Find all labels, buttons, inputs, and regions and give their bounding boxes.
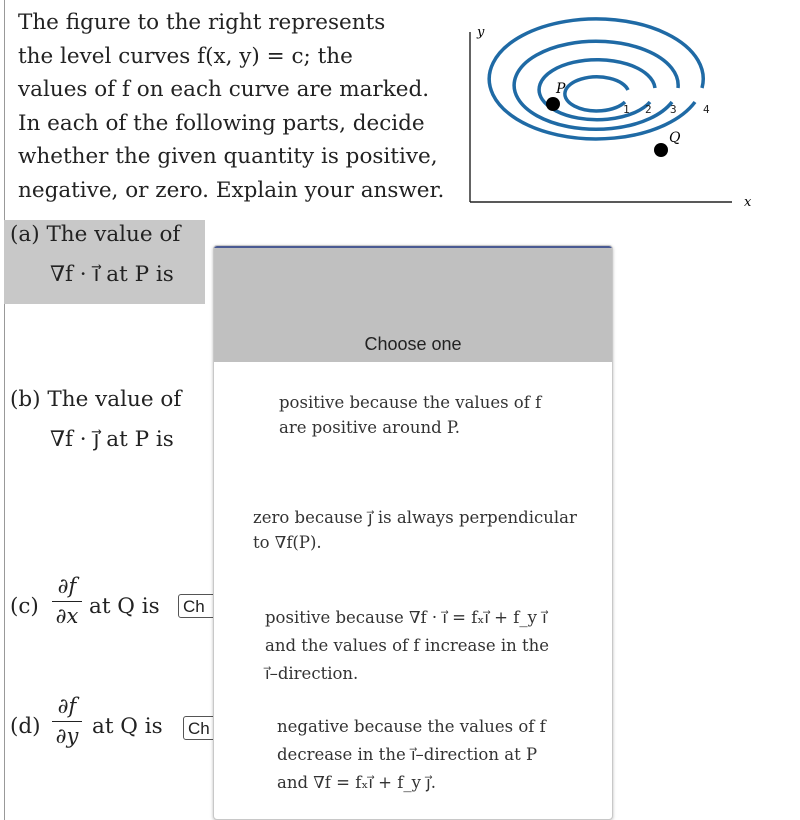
level-curves-figure [460, 14, 760, 210]
part-b-line2: ∇f · j⃗ at P is [50, 427, 174, 452]
level-curves [489, 19, 703, 139]
part-d-label: (d) [10, 714, 41, 739]
part-a-text1: The value of [46, 222, 181, 247]
part-d-fraction [52, 694, 82, 750]
option-line: decrease in the i⃗–direction at P [277, 745, 538, 764]
option-line: zero because j⃗ is always perpendicular [253, 508, 577, 527]
option-line: and the values of f increase in the [265, 636, 549, 655]
part-d-choose-button[interactable]: Ch [183, 716, 217, 740]
fraction-bar [52, 721, 82, 722]
option-line: are positive around P. [279, 418, 460, 437]
x-axis-label: x [744, 195, 752, 210]
part-b-text1: The value of [47, 387, 182, 412]
option-line: i⃗–direction. [265, 664, 359, 683]
curve-label-4: 4 [703, 103, 710, 116]
dropdown-option-negative-decrease[interactable] [277, 713, 546, 797]
part-d-denominator: ∂y [55, 724, 79, 748]
part-c-denominator: ∂x [55, 604, 79, 628]
point-p-marker [546, 97, 560, 111]
part-c-choose-button[interactable]: Ch [178, 594, 218, 618]
part-b-line1 [10, 387, 181, 412]
point-q-label: Q [669, 130, 681, 146]
dropdown-option-positive-values[interactable] [279, 390, 541, 440]
fraction-bar [52, 601, 82, 602]
dropdown-option-positive-increase[interactable] [265, 604, 549, 688]
curve-label-1: 1 [623, 103, 630, 116]
intro-line: The figure to the right represents [18, 10, 386, 35]
option-line: positive because ∇f · i⃗ = fₓi⃗ + f_y i⃗ [265, 608, 547, 627]
part-b-label: (b) [10, 387, 41, 412]
part-d-suffix: at Q is [92, 714, 163, 739]
answer-dropdown-menu[interactable] [213, 245, 613, 820]
option-line: positive because the values of f [279, 393, 542, 412]
dropdown-header-choose-one[interactable] [214, 248, 612, 362]
part-c-suffix: at Q is [89, 594, 160, 619]
intro-line: In each of the following parts, decide [18, 110, 425, 136]
point-p-label: P [556, 81, 566, 97]
y-axis-label: y [477, 25, 485, 40]
intro-line: negative, or zero. Explain your answer. [18, 177, 445, 203]
dropdown-header-label: Choose one [364, 334, 462, 354]
level-curve-1 [565, 77, 628, 111]
left-border [4, 0, 5, 820]
part-c-numerator: ∂f [57, 574, 77, 598]
option-line: negative because the values of f [277, 717, 546, 736]
intro-line: values of f on each curve are marked. [18, 77, 430, 102]
part-c-fraction [52, 574, 82, 630]
part-c-label: (c) [10, 594, 39, 619]
dropdown-option-zero-perpendicular[interactable] [253, 505, 577, 555]
option-line: to ∇f(P). [253, 533, 322, 552]
problem-statement [18, 6, 468, 207]
part-a-line2: ∇f · i⃗ at P is [50, 262, 174, 287]
part-a-line1 [10, 222, 180, 247]
intro-line: the level curves f(x, y) = c; the [18, 43, 353, 69]
part-d-numerator: ∂f [57, 694, 77, 718]
option-line: and ∇f = fₓi⃗ + f_y j⃗. [277, 773, 436, 792]
curve-label-3: 3 [670, 103, 677, 116]
curve-label-2: 2 [645, 103, 652, 116]
point-q-marker [654, 143, 668, 157]
part-a-label: (a) [10, 222, 40, 247]
intro-line: whether the given quantity is positive, [18, 144, 438, 169]
